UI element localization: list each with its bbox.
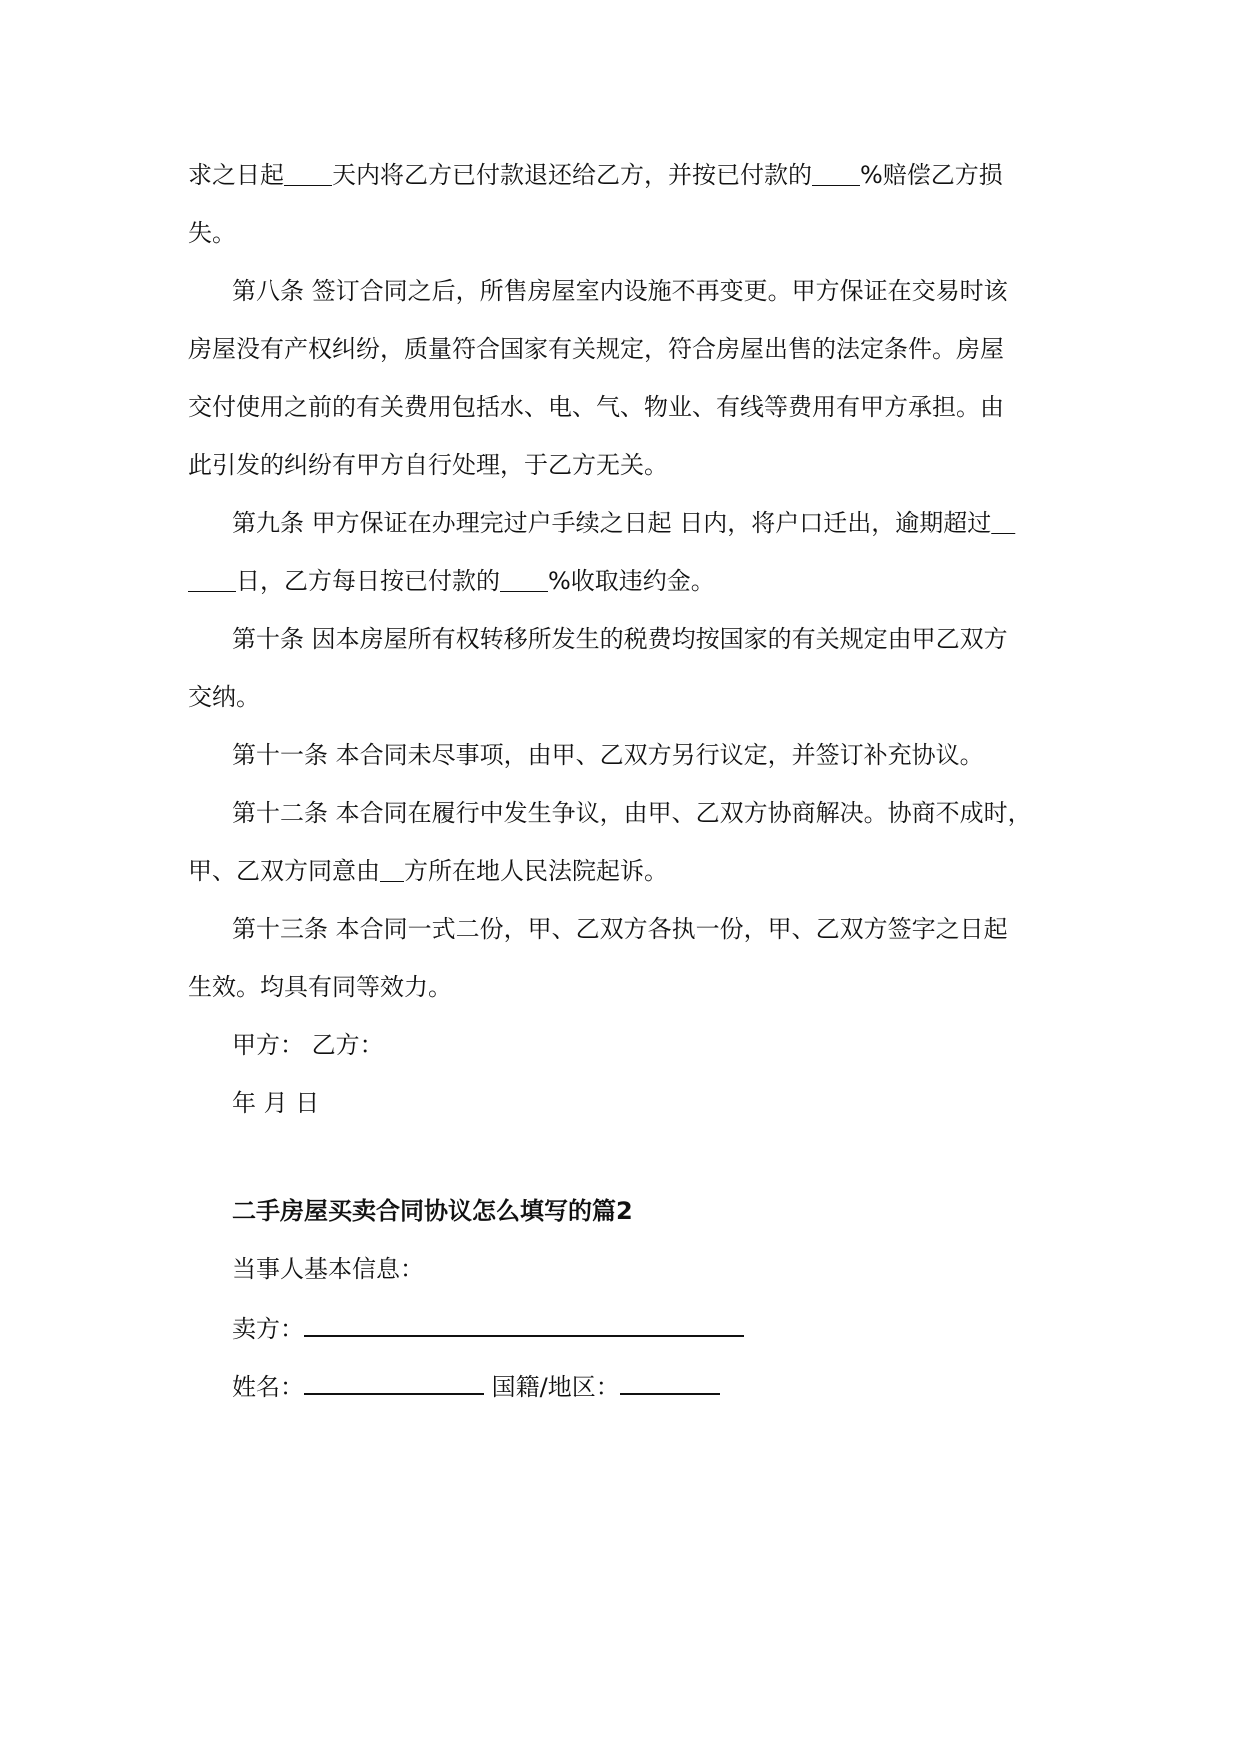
text-line: 失。 — [188, 219, 236, 247]
name-row — [232, 1367, 1112, 1405]
seller-label: 卖方： — [232, 1315, 304, 1343]
section-heading: 二手房屋买卖合同协议怎么填写的篇2 — [232, 1197, 633, 1225]
text-line: 此引发的纠纷有甲方自行处理，于乙方无关。 — [188, 451, 668, 479]
date-line: 年 月 日 — [232, 1089, 320, 1117]
nationality-blank — [620, 1367, 720, 1395]
text-line: 交纳。 — [188, 683, 260, 711]
text-line: 第十三条 本合同一式二份，甲、乙双方各执一份，甲、乙双方签字之日起 — [232, 915, 1008, 943]
seller-row — [232, 1309, 1112, 1347]
name-label: 姓名： — [232, 1373, 304, 1401]
seller-blank — [304, 1309, 744, 1337]
text-line: 求之日起＿＿天内将乙方已付款退还给乙方，并按已付款的＿＿%赔偿乙方损 — [188, 161, 1003, 189]
nationality-label: 国籍/地区： — [491, 1373, 620, 1401]
text-line: 第十一条 本合同未尽事项，由甲、乙双方另行议定，并签订补充协议。 — [232, 741, 984, 769]
name-blank — [304, 1367, 484, 1395]
text-line: 房屋没有产权纠纷，质量符合国家有关规定，符合房屋出售的法定条件。房屋 — [188, 335, 1004, 363]
text-line: 第十条 因本房屋所有权转移所发生的税费均按国家的有关规定由甲乙双方 — [232, 625, 1008, 653]
party-info-label: 当事人基本信息： — [232, 1255, 424, 1283]
text-line: 交付使用之前的有关费用包括水、电、气、物业、有线等费用有甲方承担。由 — [188, 393, 1004, 421]
text-line: 第九条 甲方保证在办理完过户手续之日起 日内，将户口迁出，逾期超过＿ — [232, 509, 1016, 537]
text-line: 生效。均具有同等效力。 — [188, 973, 452, 1001]
text-line: 甲、乙双方同意由＿方所在地人民法院起诉。 — [188, 857, 668, 885]
signature-line: 甲方： 乙方： — [232, 1031, 384, 1059]
text-line: 第八条 签订合同之后，所售房屋室内设施不再变更。甲方保证在交易时该 — [232, 277, 1008, 305]
text-line: ＿＿日，乙方每日按已付款的＿＿%收取违约金。 — [188, 567, 715, 595]
text-line: 第十二条 本合同在履行中发生争议，由甲、乙双方协商解决。协商不成时， — [232, 799, 1032, 827]
